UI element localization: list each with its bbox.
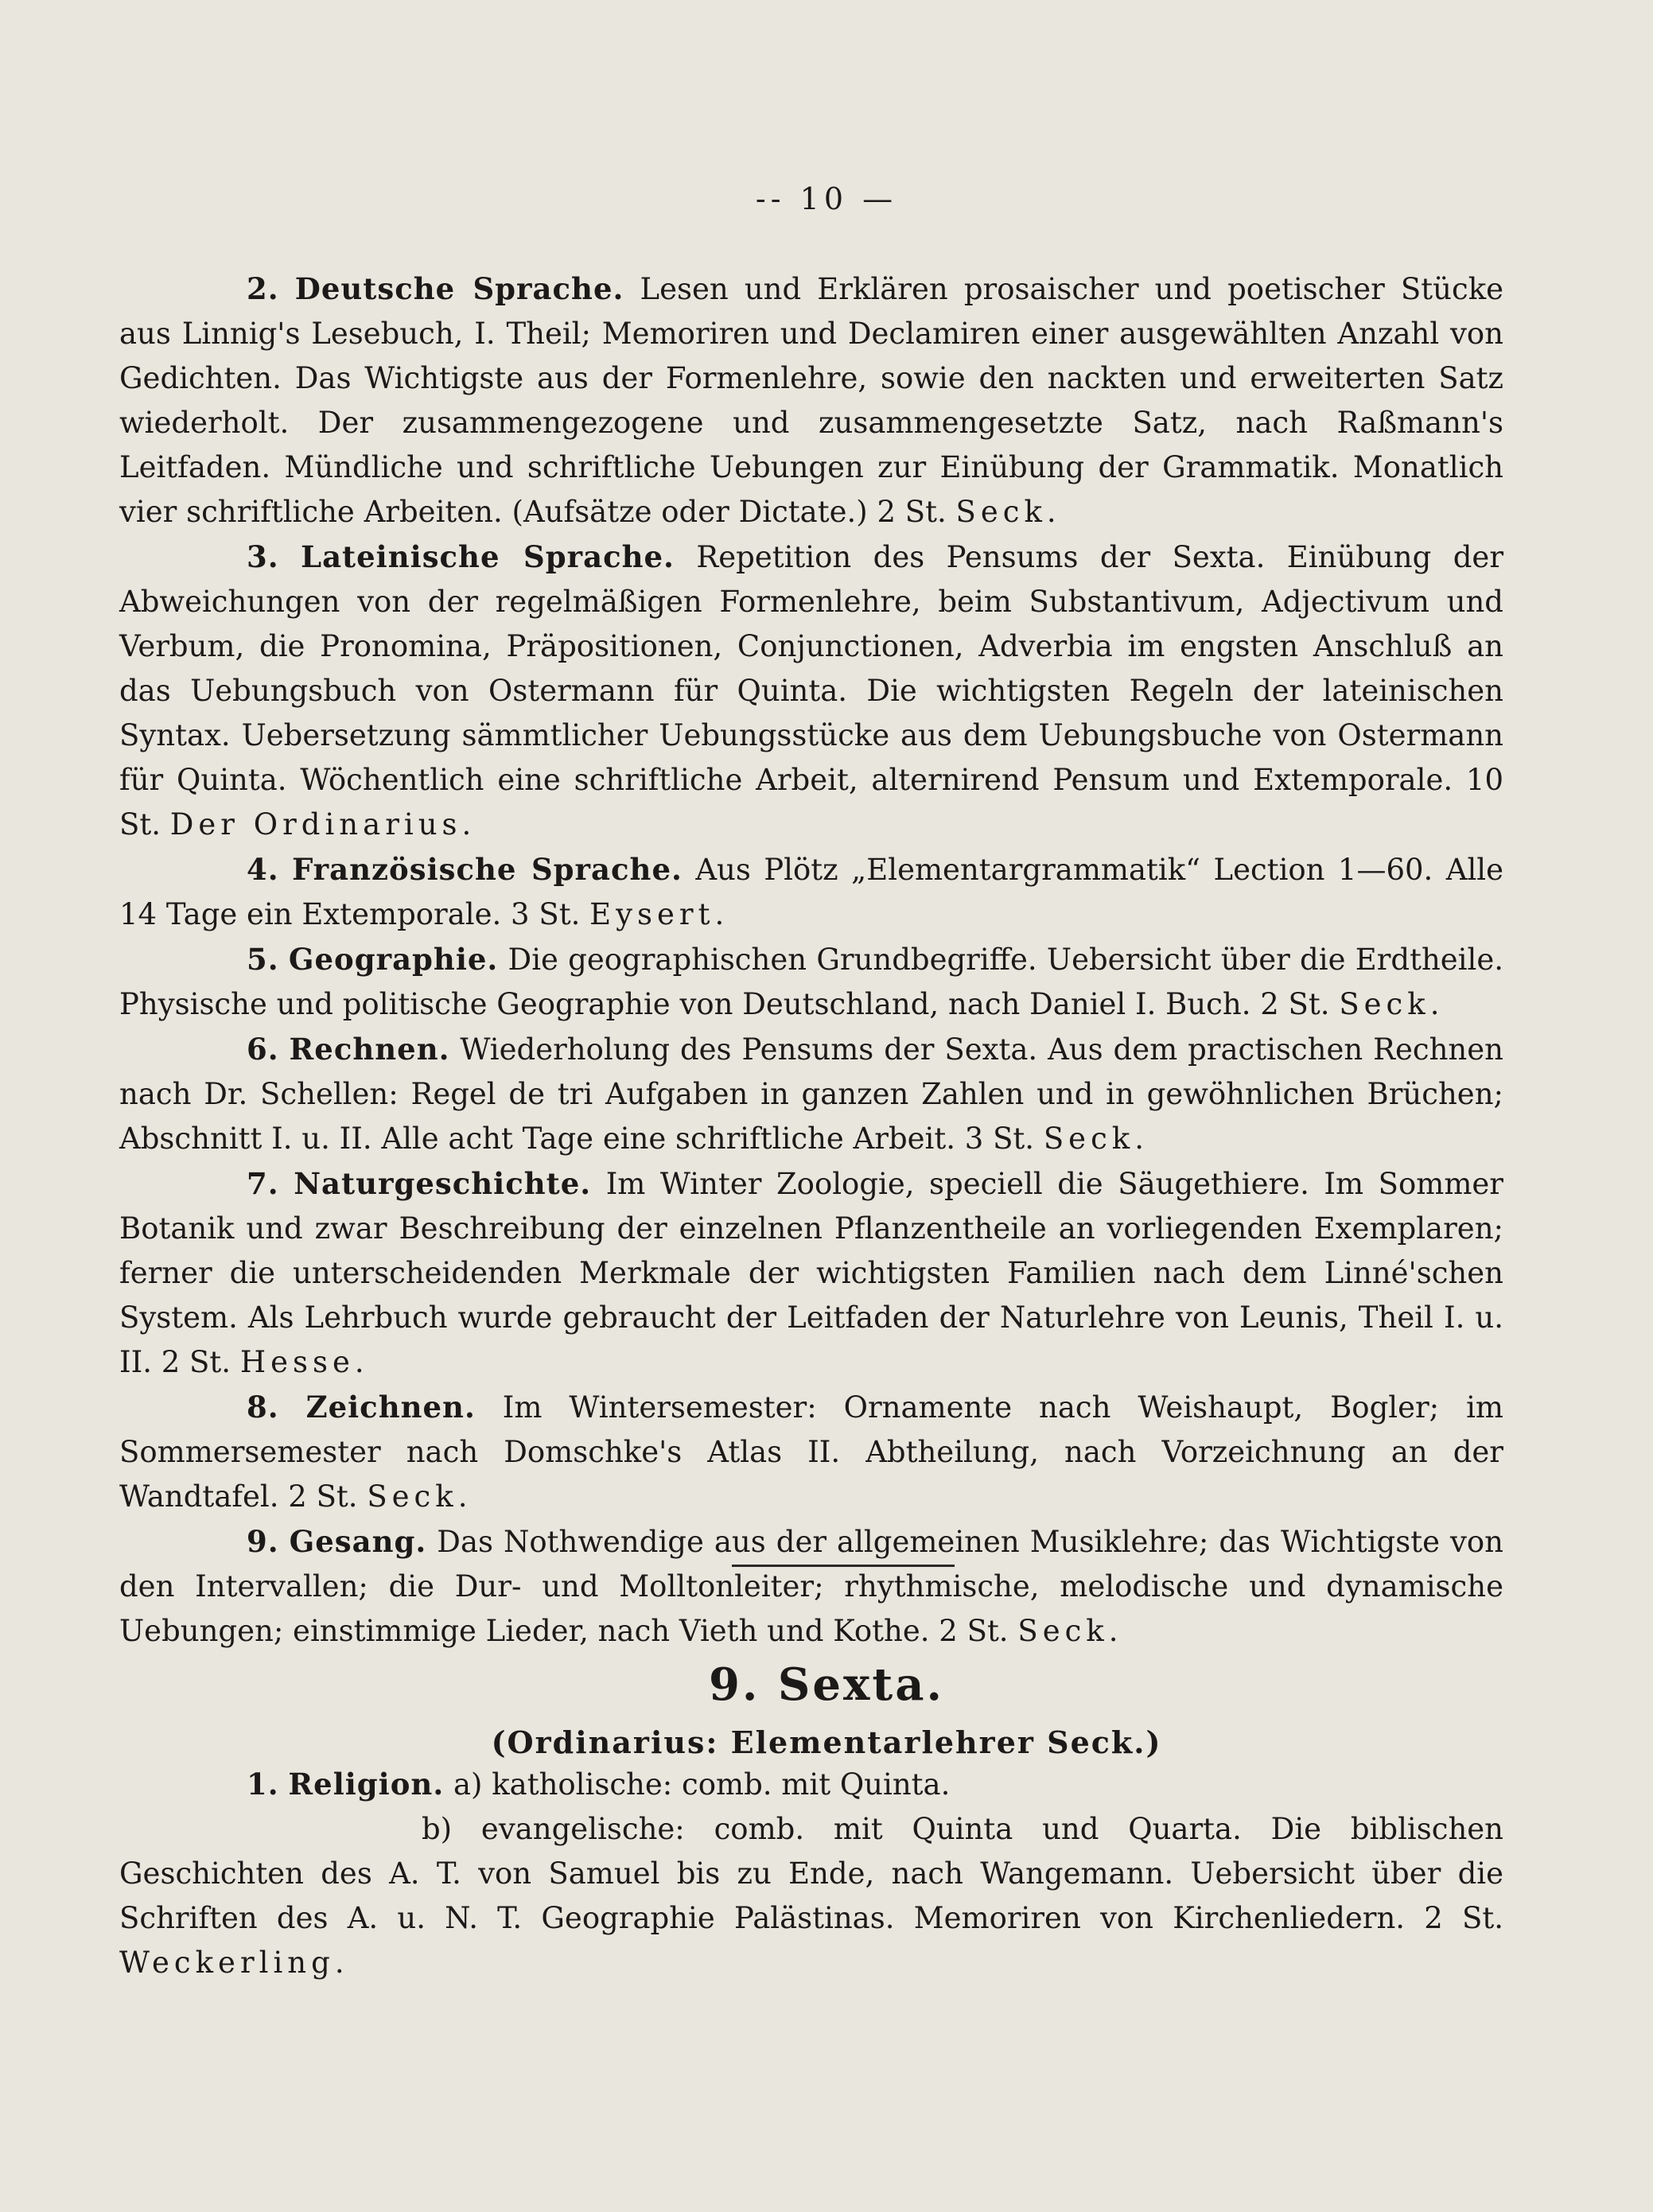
section-number: 7. [247,1166,279,1201]
section-latein [119,535,1503,847]
class-subtitle: (Ordinarius: Elementarlehrer Seck.) [491,1724,1162,1760]
section-teacher: Weckerling. [119,1946,349,1980]
section-body: Im Winter Zoologie, speciell die Säugethiere. Im Sommer Botanik und zwar Beschreibung der einzelnen Pflanzentheile an vorliegenden Exemplaren; ferner die unterscheidenden Merkmale der wichtigsten Familien nach dem Linné'schen System. Als Lehrbuch wurde gebraucht der Leitfaden der Naturlehre von Leunis, Theil I. u. II. 2 St. [119,1167,1503,1379]
section-title: Geographie. [288,942,499,977]
section-title: Deutsche Sprache. [294,271,624,306]
section-teacher: Seck. [1043,1122,1149,1156]
section-number: 9. [247,1524,279,1559]
section-rechnen [119,1027,1503,1161]
section-geographie [119,937,1503,1027]
section-zeichnen [119,1385,1503,1519]
section-number: 5. [247,942,279,977]
section-teacher: Der Ordinarius. [169,807,476,842]
section-number: 2. [247,271,279,306]
section-body: Repetition des Pensums der Sexta. Einübung der Abweichungen von der regelmäßigen Formenlehre, beim Substantivum, Adjectivum und Verbum, die Pronomina, Präpositionen, Conjunctionen, Adverbia im engsten Anschluß an das Uebungsbuch von Ostermann für Quinta. Die wichtigsten Regeln der lateinischen Syntax. Uebersetzung sämmtlicher Uebungsstücke aus dem Uebungsbuche von Ostermann für Quinta. Wöchentlich eine schriftliche Arbeit, alternirend Pensum und Extemporale. 10 St. [119,540,1504,842]
section-body: Aus Plötz „Elementargrammatik“ Lection 1—60. Alle 14 Tage ein Extemporale. 3 St. [119,853,1504,931]
section-number: 1. [247,1767,279,1802]
section-body: Das Nothwendige aus der allgemeinen Musiklehre; das Wichtigste von den Intervallen; die Dur- und Molltonleiter; rhythmische, melodische und dynamische Uebungen; einstimmige Lieder, nach Vieth und Kothe. 2 St. [119,1525,1503,1648]
curriculum-sections [119,266,1503,1654]
sexta-sections [119,1762,1503,1985]
class-title: 9. Sexta. [708,1658,945,1711]
divider-rule [732,1565,955,1567]
section-number: 3. [247,539,279,574]
section-number: 6. [247,1032,279,1067]
section-number: 4. [247,852,279,887]
section-title: Gesang. [289,1524,427,1559]
religion-evangelical: b) evangelische: comb. mit Quinta und Quarta. Die biblischen Geschichten des A. T. von Samuel bis zu Ende, nach Wangemann. Uebersicht über die Schriften des A. u. N. T. Geographie Palästinas. Memoriren von Kirchenliedern. 2 St. [119,1812,1503,1935]
section-teacher: Seck. [367,1479,473,1514]
section-body: Wiederholung des Pensums der Sexta. Aus dem practischen Rechnen nach Dr. Schellen: Regel de tri Aufgaben in ganzen Zahlen und in gewöhnlichen Brüchen; Abschnitt I. u. II. Alle acht Tage eine schriftliche Arbeit. 3 St. [119,1032,1503,1156]
section-title: Naturgeschichte. [294,1166,592,1201]
section-naturgeschichte [119,1161,1503,1385]
section-teacher: Eysert. [589,897,729,931]
section-teacher: Seck. [955,495,1061,529]
section-teacher: Hesse. [239,1345,369,1379]
section-franzoesisch [119,847,1503,937]
section-religion-a [119,1762,1503,1807]
section-title: Religion. [288,1767,445,1802]
section-title: Lateinische Sprache. [301,539,675,574]
section-number: 8. [247,1390,279,1425]
section-body: Lesen und Erklären prosaischer und poetischer Stücke aus Linnig's Lesebuch, I. Theil; Memoriren und Declamiren einer ausgewählten Anzahl von Gedichten. Das Wichtigste aus der Formenlehre, sowie den nackten und erweiterten Satz wiederholt. Der zusammengezogene und zusammengesetzte Satz, nach Raßmann's Leitfaden. Mündliche und schriftliche Uebungen zur Einübung der Grammatik. Monatlich vier schriftliche Arbeiten. (Aufsätze oder Dictate.) 2 St. [119,272,1504,529]
section-title: Französische Sprache. [292,852,683,887]
section-title: Rechnen. [289,1032,450,1067]
section-teacher: Seck. [1339,987,1445,1021]
section-body: Die geographischen Grundbegriffe. Uebersicht über die Erdtheile. Physische und politische Geographie von Deutschland, nach Daniel I. Buch. 2 St. [119,943,1504,1021]
section-title: Zeichnen. [305,1390,476,1425]
religion-catholic: a) katholische: comb. mit Quinta. [453,1767,951,1802]
section-teacher: Seck. [1017,1614,1123,1648]
page-number: -- 10 — [755,181,898,216]
section-body: Im Wintersemester: Ornamente nach Weishaupt, Bogler; im Sommersemester nach Domschke's Atlas II. Abtheilung, nach Vorzeichnung an der Wandtafel. 2 St. [119,1390,1503,1514]
section-deutsch [119,266,1503,535]
section-gesang [119,1519,1503,1654]
section-religion-b [119,1807,1503,1985]
